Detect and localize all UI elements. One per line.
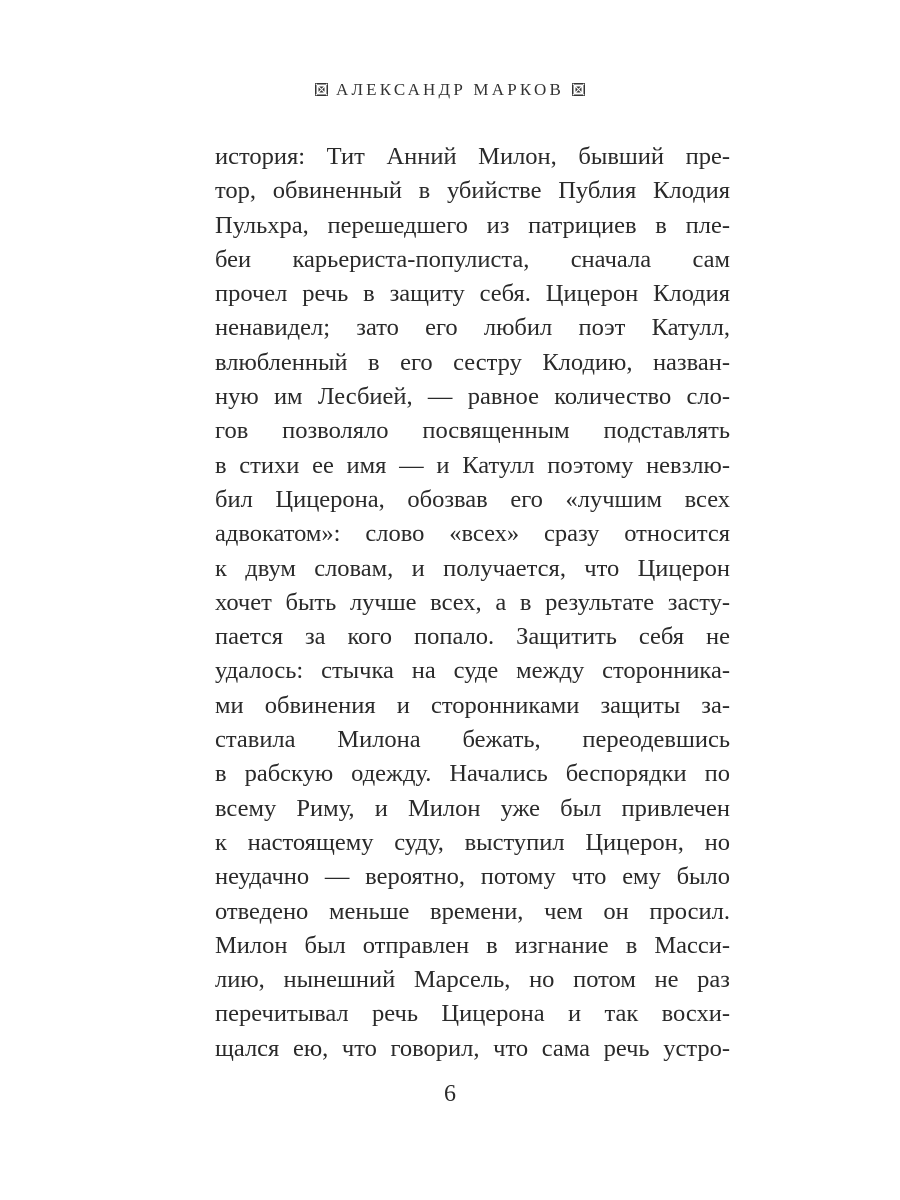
- text-line: ненавидел; зато его любил поэт Катулл,: [215, 314, 730, 342]
- text-line: бил Цицерона, обозвав его «лучшим всех: [215, 485, 730, 513]
- text-line: лию, нынешний Марсель, но потом не раз: [215, 966, 730, 994]
- text-line: перечитывал речь Цицерона и так восхи-: [215, 1000, 730, 1028]
- square-ornament-icon: [572, 83, 585, 96]
- text-line: прочел речь в защиту себя. Цицерон Клодия: [215, 280, 730, 308]
- text-line: всему Риму, и Милон уже был привлечен: [215, 794, 730, 822]
- text-line: в рабскую одежду. Начались беспорядки по: [215, 760, 730, 788]
- text-line: гов позволяло посвященным подставлять: [215, 417, 730, 445]
- text-line: Милон был отправлен в изгнание в Масси-: [215, 931, 730, 959]
- text-line: адвокатом»: слово «всех» сразу относится: [215, 520, 730, 548]
- text-line: беи карьериста-популиста, сначала сам: [215, 245, 730, 273]
- text-line: ную им Лесбией, — равное количество сло-: [215, 383, 730, 411]
- text-line: влюбленный в его сестру Клодию, назван-: [215, 348, 730, 376]
- text-line: неудачно — вероятно, потому что ему было: [215, 863, 730, 891]
- text-line: хочет быть лучше всех, а в результате засту-: [215, 588, 730, 616]
- text-line: Пульхра, перешедшего из патрициев в пле-: [215, 211, 730, 239]
- author-name: АЛЕКСАНДР МАРКОВ: [335, 80, 565, 99]
- text-line: к двум словам, и получается, что Цицерон: [215, 554, 730, 582]
- text-line: тор, обвиненный в убийстве Публия Клодия: [215, 177, 730, 205]
- text-line: удалось: стычка на суде между сторонника-: [215, 657, 730, 685]
- text-line: отведено меньше времени, чем он просил.: [215, 897, 730, 925]
- text-line: пается за кого попало. Защитить себя не: [215, 623, 730, 651]
- page-number: 6: [444, 1081, 456, 1107]
- text-line: ставила Милона бежать, переодевшись: [215, 726, 730, 754]
- text-line: история: Тит Анний Милон, бывший пре-: [215, 143, 730, 170]
- running-header: [0, 79, 900, 101]
- body-text: [215, 140, 730, 1066]
- text-line: ми обвинения и сторонниками защиты за-: [215, 691, 730, 719]
- text-line: к настоящему суду, выступил Цицерон, но: [215, 828, 730, 856]
- text-line: щался ею, что говорил, что сама речь устро-: [215, 1034, 730, 1062]
- text-line: в стихи ее имя — и Катулл поэтому невзлю-: [215, 451, 730, 479]
- square-ornament-icon: [315, 83, 328, 96]
